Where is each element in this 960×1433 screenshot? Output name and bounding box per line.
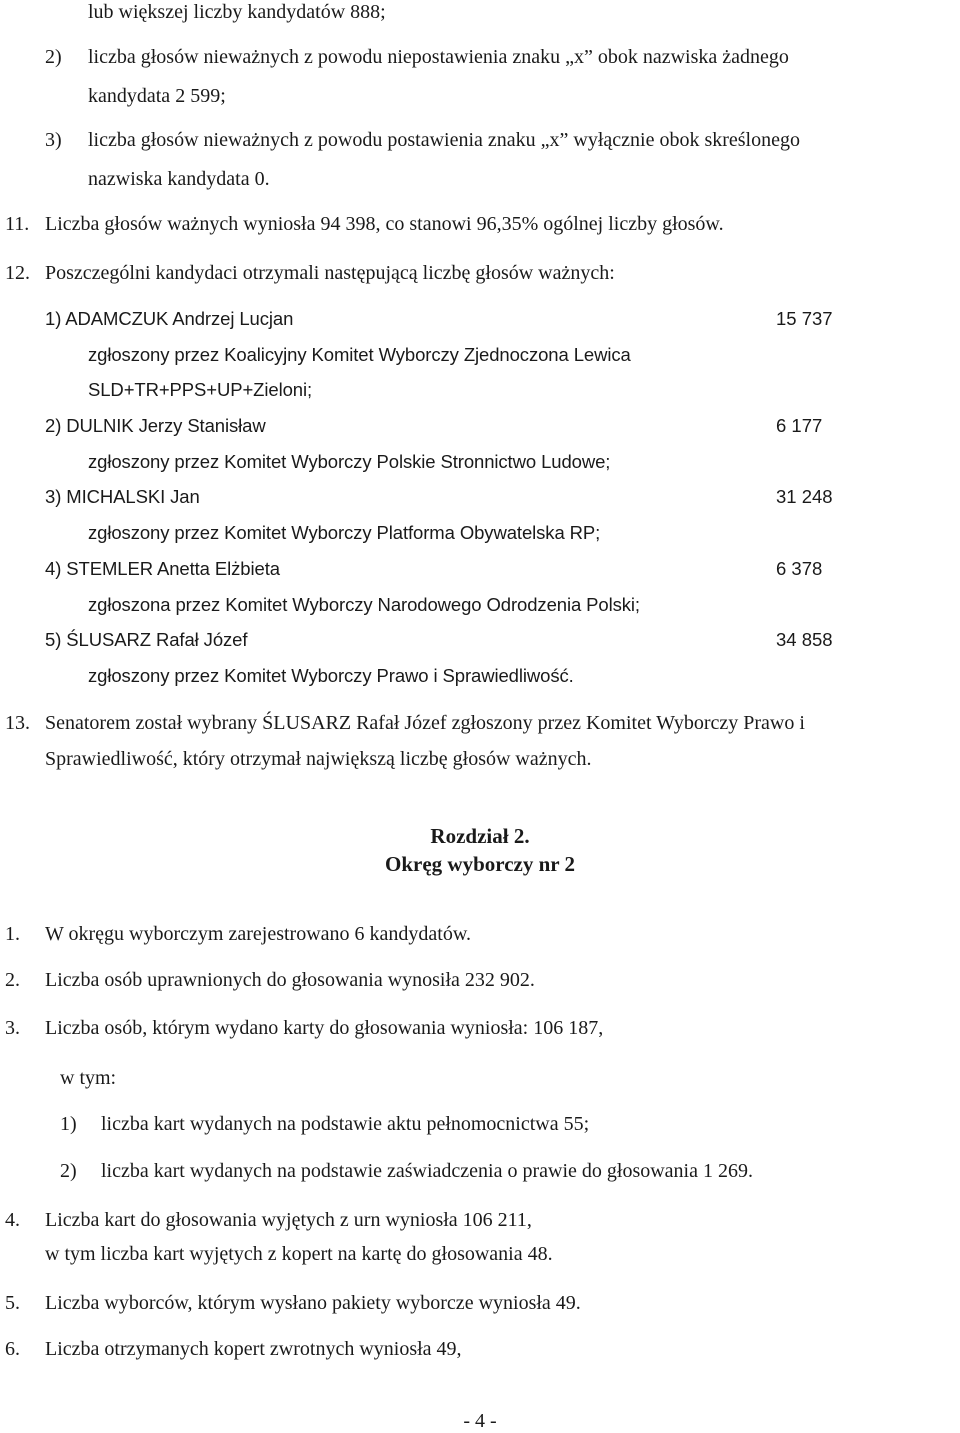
candidate-votes: 31 248 (776, 486, 833, 507)
candidate-committee: zgłoszony przez Komitet Wyborczy Platforma Obywatelska RP; (88, 522, 601, 543)
list-item-text: liczba głosów nieważnych z powodu niepostawienia znaku „x” obok nazwiska żadnego (88, 46, 789, 68)
paragraph-text: Liczba osób uprawnionych do głosowania wynosiła 232 902. (45, 969, 535, 991)
candidate-name: 4) STEMLER Anetta Elżbieta (45, 558, 280, 579)
candidate-name: 2) DULNIK Jerzy Stanisław (45, 415, 266, 436)
list-item-continuation: lub większej liczby kandydatów 888; (88, 1, 386, 23)
chapter-title: Rozdział 2. (430, 824, 530, 848)
paragraph-number: 12. (5, 262, 30, 284)
paragraph-number: 11. (5, 213, 30, 235)
candidate-committee: zgłoszony przez Komitet Wyborczy Prawo i Sprawiedliwość. (88, 665, 574, 686)
paragraph-number: 1. (5, 923, 20, 945)
candidate-committee: zgłoszony przez Komitet Wyborczy Polskie Stronnictwo Ludowe; (88, 451, 611, 472)
list-item-number: 3) (45, 129, 62, 151)
paragraph-text: Liczba głosów ważnych wyniosła 94 398, co stanowi 96,35% ogólnej liczby głosów. (45, 213, 724, 235)
candidate-committee: zgłoszona przez Komitet Wyborczy Narodowego Odrodzenia Polski; (88, 594, 640, 615)
paragraph-number: 5. (5, 1292, 20, 1314)
paragraph-text: Sprawiedliwość, który otrzymał największą liczbę głosów ważnych. (45, 748, 592, 770)
paragraph-number: 6. (5, 1338, 20, 1360)
chapter-subtitle: Okręg wyborczy nr 2 (385, 852, 575, 876)
paragraph-text: W okręgu wyborczym zarejestrowano 6 kandydatów. (45, 923, 471, 945)
paragraph-number: 3. (5, 1017, 20, 1039)
paragraph-text: Liczba kart do głosowania wyjętych z urn wyniosła 106 211, (45, 1209, 532, 1231)
list-item-number: 2) (45, 46, 62, 68)
list-item-text: kandydata 2 599; (88, 85, 226, 107)
list-item-number: 2) (60, 1160, 77, 1182)
paragraph-text: w tym: (60, 1067, 117, 1089)
candidate-committee: SLD+TR+PPS+UP+Zieloni; (88, 379, 313, 400)
candidate-name: 1) ADAMCZUK Andrzej Lucjan (45, 308, 294, 329)
candidate-votes: 34 858 (776, 629, 833, 650)
candidate-name: 3) MICHALSKI Jan (45, 486, 200, 507)
candidate-name: 5) ŚLUSARZ Rafał Józef (45, 629, 248, 650)
list-item-number: 1) (60, 1113, 77, 1135)
candidate-votes: 6 378 (776, 558, 823, 579)
paragraph-text: Senatorem został wybrany ŚLUSARZ Rafał Józef zgłoszony przez Komitet Wyborczy Prawo i (45, 712, 805, 734)
candidate-votes: 15 737 (776, 308, 833, 329)
list-item-text: liczba kart wydanych na podstawie zaświadczenia o prawie do głosowania 1 269. (101, 1160, 753, 1182)
paragraph-number: 4. (5, 1209, 20, 1231)
paragraph-text: Liczba wyborców, którym wysłano pakiety wyborcze wyniosła 49. (45, 1292, 581, 1314)
candidate-votes: 6 177 (776, 415, 823, 436)
list-item-text: nazwiska kandydata 0. (88, 168, 270, 190)
page-number: - 4 - (463, 1410, 497, 1432)
paragraph-text: Liczba otrzymanych kopert zwrotnych wyniosła 49, (45, 1338, 462, 1360)
paragraph-number: 2. (5, 969, 20, 991)
paragraph-text: w tym liczba kart wyjętych z kopert na kartę do głosowania 48. (45, 1243, 553, 1265)
paragraph-text: Liczba osób, którym wydano karty do głosowania wyniosła: 106 187, (45, 1017, 604, 1039)
paragraph-number: 13. (5, 712, 30, 734)
list-item-text: liczba głosów nieważnych z powodu postawienia znaku „x” wyłącznie obok skreślonego (88, 129, 800, 151)
list-item-text: liczba kart wydanych na podstawie aktu pełnomocnictwa 55; (101, 1113, 590, 1135)
paragraph-text: Poszczególni kandydaci otrzymali następującą liczbę głosów ważnych: (45, 262, 615, 284)
candidate-committee: zgłoszony przez Koalicyjny Komitet Wyborczy Zjednoczona Lewica (88, 344, 631, 365)
